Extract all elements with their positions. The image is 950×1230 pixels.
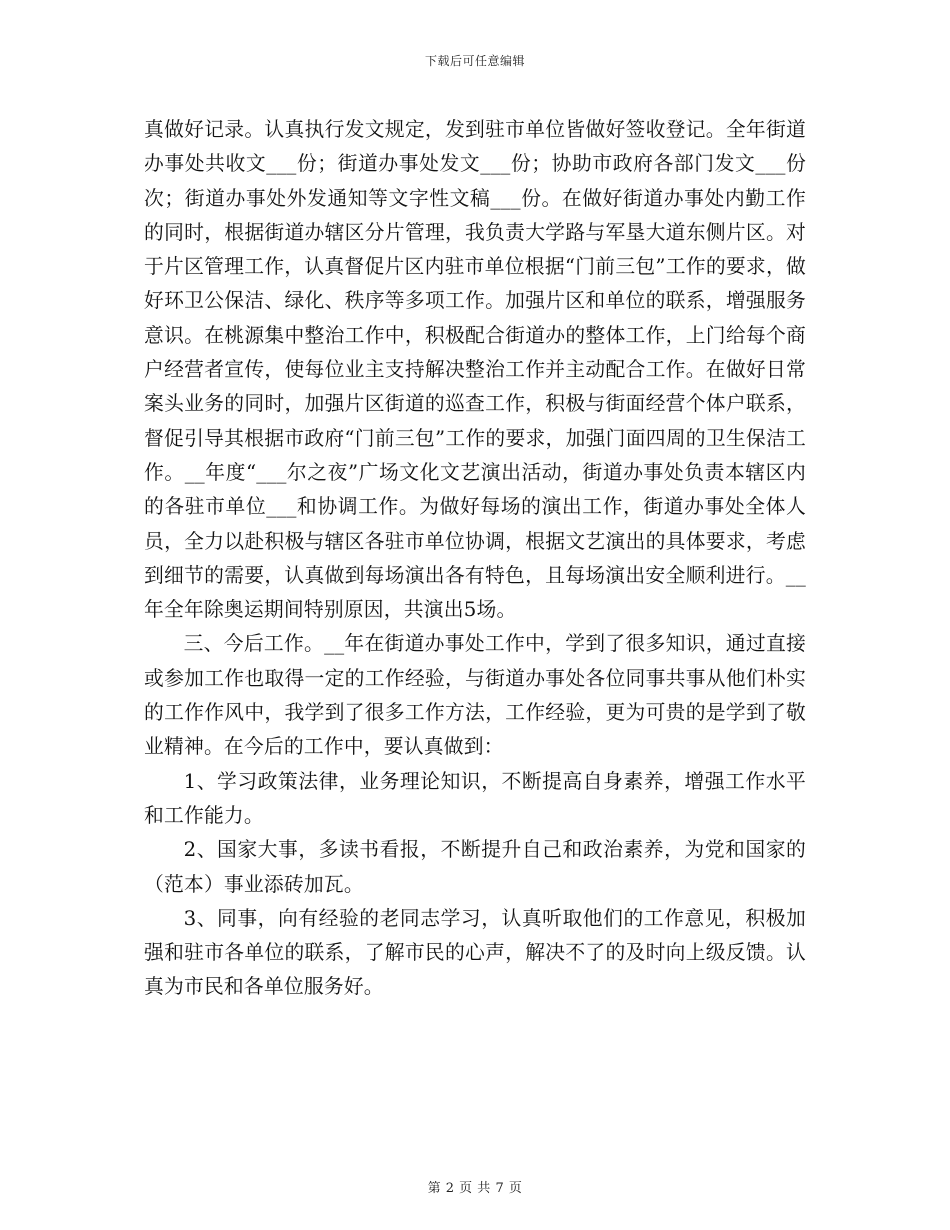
list-item-1: 1、学习政策法律，业务理论知识，不断提高自身素养，增强工作水平和工作能力。 [144,769,806,827]
list-item-2: 2、国家大事，多读书看报，不断提升自己和政治素养，为党和国家的（范本）事业添砖加瓦。 [144,838,806,896]
paragraph-future-work: 三、今后工作。__年在街道办事处工作中，学到了很多知识，通过直接或参加工作也取得一定的工作经验，与街道办事处各位同事共事从他们朴实的工作作风中，我学到了很多工作方法，工作经验，更为可贵的是学到了敬业精神。在今后的工作中，要认真做到： [144,632,806,759]
list-item-3: 3、同事，向有经验的老同志学习，认真听取他们的工作意见，积极加强和驻市各单位的联系，了解市民的心声，解决不了的及时向上级反馈。认真为市民和各单位服务好。 [144,906,806,999]
page-number: 第 2 页 共 7 页 [427,1181,523,1196]
paragraph-work-summary: 真做好记录。认真执行发文规定，发到驻市单位皆做好签收登记。全年街道办事处共收文___份；街道办事处发文___份；协助市政府各部门发文___份次；街道办事处外发通知等文字性文稿___份。在做好街道办事处内勤工作的同时，根据街道办辖区分片管理，我负责大学路与军垦大道东侧片区。对于片区管理工作，认真督促片区内驻市单位根据“门前三包”工作的要求，做好环卫公保洁、绿化、秩序等多项工作。加强片区和单位的联系，增强服务意识。在桃源集中整治工作中，积极配合街道办的整体工作，上门给每个商户经营者宣传，使每位业主支持解决整治工作并主动配合工作。在做好日常案头业务的同时，加强片区街道的巡查工作，积极与街面经营个体户联系，督促引导其根据市政府“门前三包”工作的要求，加强门面四周的卫生保洁工作。__年度“___尔之夜”广场文化文艺演出活动，街道办事处负责本辖区内的各驻市单位___和协调工作。为做好每场的演出工作，街道办事处全体人员，全力以赴积极与辖区各驻市单位协调，根据文艺演出的具体要求，考虑到细节的需要，认真做到每场演出各有特色，且每场演出安全顺利进行。__年全年除奥运期间特别原因，共演出5场。 [144,118,806,622]
page-header: 下载后可任意编辑 [424,54,525,68]
document-body [144,113,806,1005]
